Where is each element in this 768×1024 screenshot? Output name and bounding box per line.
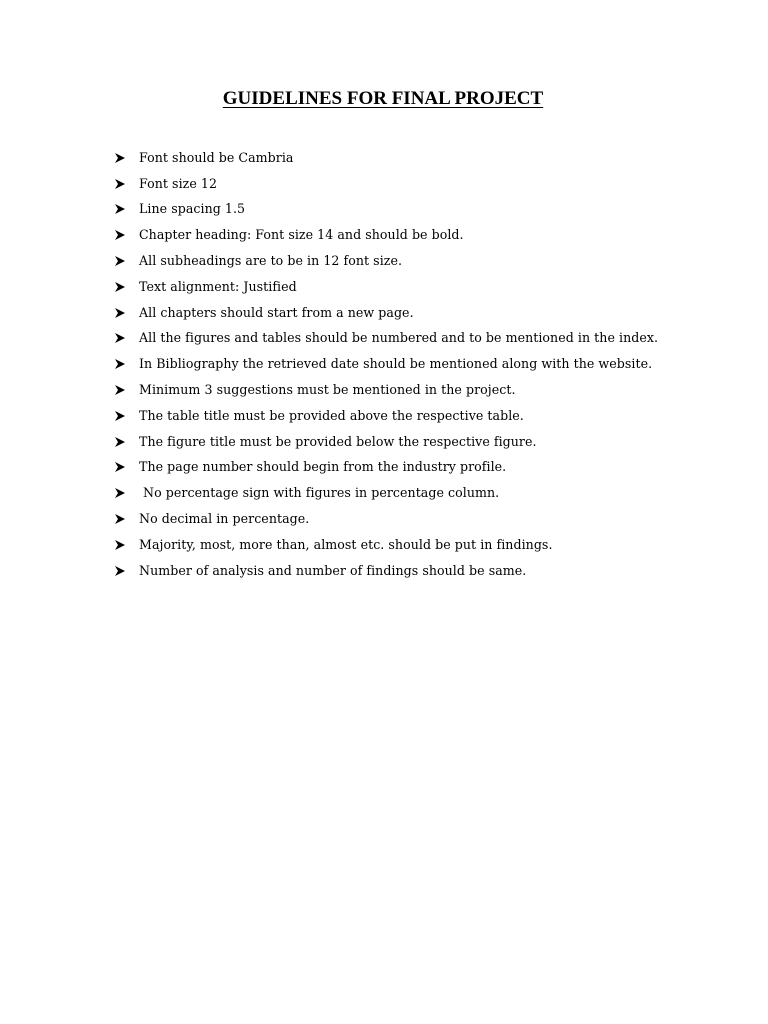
arrowhead-bullet-icon bbox=[114, 281, 126, 293]
arrowhead-bullet-icon bbox=[114, 410, 126, 422]
arrowhead-bullet-icon bbox=[114, 436, 126, 448]
list-item bbox=[114, 455, 734, 481]
arrowhead-bullet-icon bbox=[114, 178, 126, 190]
list-item bbox=[114, 480, 734, 506]
arrowhead-bullet-icon bbox=[114, 203, 126, 215]
list-item-text: Number of analysis and number of findings should be same. bbox=[139, 562, 527, 578]
list-item bbox=[114, 377, 734, 403]
list-item-text: The page number should begin from the industry profile. bbox=[139, 459, 507, 475]
arrowhead-bullet-icon bbox=[114, 152, 126, 164]
arrowhead-bullet-icon bbox=[114, 513, 126, 525]
list-item bbox=[114, 558, 734, 584]
list-item bbox=[114, 429, 734, 455]
arrowhead-bullet-icon bbox=[114, 461, 126, 473]
arrowhead-bullet-icon bbox=[114, 539, 126, 551]
guidelines-list bbox=[114, 145, 734, 584]
list-item-text: Font should be Cambria bbox=[139, 149, 294, 165]
list-item-text: All chapters should start from a new page. bbox=[139, 304, 414, 320]
page-title bbox=[0, 86, 766, 112]
list-item-text: Minimum 3 suggestions must be mentioned in the project. bbox=[139, 382, 516, 398]
list-item-text: The figure title must be provided below the respective figure. bbox=[139, 433, 537, 449]
list-item-text: All the figures and tables should be numbered and to be mentioned in the index. bbox=[139, 330, 659, 346]
arrowhead-bullet-icon bbox=[114, 487, 126, 499]
list-item-text: In Bibliography the retrieved date should be mentioned along with the website. bbox=[139, 356, 653, 372]
list-item bbox=[114, 506, 734, 532]
list-item-text: The table title must be provided above the respective table. bbox=[139, 407, 524, 423]
list-item bbox=[114, 351, 734, 377]
list-item bbox=[114, 300, 734, 326]
list-item bbox=[114, 403, 734, 429]
list-item bbox=[114, 532, 734, 558]
list-item-text: Chapter heading: Font size 14 and should be bold. bbox=[139, 227, 464, 243]
list-item bbox=[114, 171, 734, 197]
arrowhead-bullet-icon bbox=[114, 307, 126, 319]
arrowhead-bullet-icon bbox=[114, 565, 126, 577]
list-item bbox=[114, 145, 734, 171]
list-item bbox=[114, 197, 734, 223]
list-item-text: Font size 12 bbox=[139, 175, 218, 191]
list-item-text: No decimal in percentage. bbox=[139, 511, 310, 527]
page-title-text: GUIDELINES FOR FINAL PROJECT bbox=[222, 88, 544, 109]
arrowhead-bullet-icon bbox=[114, 332, 126, 344]
arrowhead-bullet-icon bbox=[114, 255, 126, 267]
list-item bbox=[114, 248, 734, 274]
arrowhead-bullet-icon bbox=[114, 384, 126, 396]
list-item-text: No percentage sign with figures in percentage column. bbox=[139, 485, 500, 501]
arrowhead-bullet-icon bbox=[114, 229, 126, 241]
list-item-text: All subheadings are to be in 12 font size. bbox=[139, 253, 403, 269]
list-item bbox=[114, 326, 734, 352]
list-item-text: Text alignment: Justified bbox=[139, 278, 297, 294]
list-item bbox=[114, 274, 734, 300]
list-item-text: Line spacing 1.5 bbox=[139, 201, 246, 217]
list-item-text: Majority, most, more than, almost etc. should be put in findings. bbox=[139, 536, 553, 552]
arrowhead-bullet-icon bbox=[114, 358, 126, 370]
list-item bbox=[114, 222, 734, 248]
